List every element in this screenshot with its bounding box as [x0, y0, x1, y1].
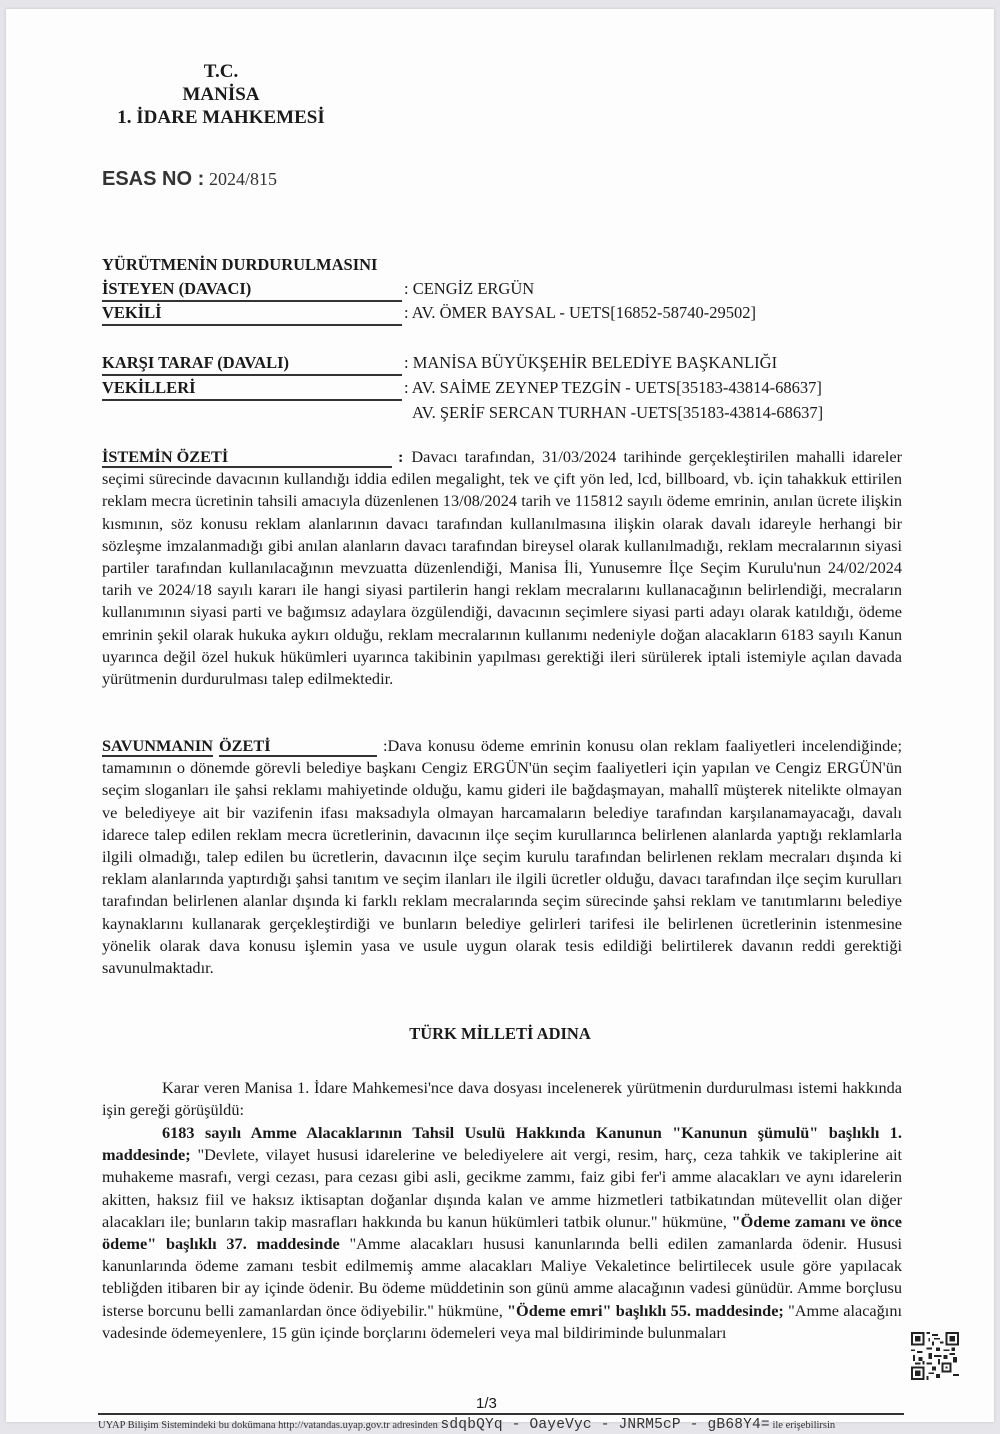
claim-summary: İSTEMİN ÖZETİ : Davacı tarafından, 31/03/2024 tarihinde gerçekleştirilen mahalli idareler seçimi sürecinde davacının kullandığı iddia edilen megalight, tek ve çift yön led, lcd, billboard, vb. için tahakkuk ettirilen reklam mecra ücretinin tahsili amacıyla düzenlenen 13/08/2024 tarih ve 115812 sayılı ödeme emrinin, anılan ücrete ilişkin kısmının, söz konusu reklam alanlarının davacı tarafından kullanılmasına ilişkin olarak davalı idareyle herhangi bir sözleşme imzalanmadığı gibi anılan alanların davacı tarafından bireysel olarak kullanılmadığı, reklam mecralarının siyasi partiler tarafından kullanılacağının mevzuatta düzenlendiği, Manisa İli, Yunusemre İlçe Seçim Kurulu'nun 24/02/2024 tarih ve 2024/18 sayılı kararı ile hangi siyasi partilerin hangi reklam mecralarını kullanacağının belirlendiği, mecraların kullanımının siyasi parti ve bağımsız adaylara özgülendiği, davacının seçimlere siyasi parti adayı olarak katıldığı, ödeme emrinin şekil olarak hukuka aykırı olduğu, reklam mecralarının kullanımı nedeniyle doğan alacakların 6183 sayılı Kanun uyarınca değil özel hukuk hükümleri uyarınca takibinin yapılması gerektiği ileri sürülerek iptali istemiyle açılan davada yürütmenin durdurulması talep edilmektedir.: [102, 447, 902, 689]
esas-label: ESAS NO :: [102, 168, 205, 190]
court-header: [6, 60, 436, 129]
law-reference: "Ödeme zamanı ve önce ödeme" başlıklı 37. maddesinde: [102, 1211, 902, 1254]
claim-summary-text: Davacı tarafından, 31/03/2024 tarihinde gerçekleştirilen mahalli idareler seçimi sürecinde davacının kullandığı iddia edilen megalight, tek ve çift yön led, lcd, billboard, vb. için tahakkuk ettirilen reklam mecra ücretinin tahsili amacıyla düzenlenen 13/08/2024 tarih ve 115812 sayılı ödeme emrinin, anılan ücrete ilişkin kısmının, söz konusu reklam alanlarının davacı tarafından kullanılmasına ilişkin olarak davalı idareyle herhangi bir sözleşme imzalanmadığı gibi anılan alanların davacı tarafından bireysel olarak kullanılmadığı, reklam mecralarının siyasi partiler tarafından kullanılacağının mevzuatta düzenlendiği, Manisa İli, Yunusemre İlçe Seçim Kurulu'nun 24/02/2024 tarih ve 2024/18 sayılı kararı ile hangi siyasi partilerin hangi reklam mecralarını kullanacağının belirlendiği, mecraların kullanımının siyasi parti ve bağımsız adaylara özgülendiği, davacının seçimlere siyasi parti adayı olarak katıldığı, ödeme emrinin şekil olarak hukuka aykırı olduğu, reklam mecralarının kullanımı nedeniyle doğan alacakların 6183 sayılı Kanun uyarınca değil özel hukuk hükümleri uyarınca takibinin yapılması gerektiği ileri sürülerek iptali istemiyle açılan davada yürütmenin durdurulması talep edilmektedir.: [102, 447, 902, 689]
court-line-name: 1. İDARE MAHKEMESİ: [117, 107, 325, 128]
esas-number: [102, 168, 277, 191]
party-label: İSTEYEN (DAVACI): [102, 279, 402, 302]
party-label: KARŞI TARAF (DAVALI): [102, 353, 402, 376]
law-reference: "Ödeme emri" başlıklı 55. maddesinde;: [507, 1300, 784, 1320]
party-value: : CENGİZ ERGÜN: [404, 279, 535, 298]
party-value: : AV. ÖMER BAYSAL - UETS[16852-58740-29502]: [404, 303, 757, 322]
footer-verification: [98, 1417, 908, 1433]
qr-code-icon: [911, 1332, 959, 1380]
court-line-tc: T.C.: [203, 61, 239, 82]
party-label: VEKİLİ: [102, 303, 402, 326]
party-row-defendant-attorneys: [102, 378, 822, 401]
decision-title: TÜRK MİLLETİ ADINA: [409, 1024, 591, 1043]
court-line-city: MANİSA: [182, 84, 260, 105]
party-row-plaintiff-attorney: [102, 303, 756, 326]
footer-divider: [98, 1413, 904, 1415]
party-value: AV. ŞERİF SERCAN TURHAN -UETS[35183-43814-68637]: [412, 403, 824, 422]
parties-title: YÜRÜTMENİN DURDURULMASINI: [102, 255, 378, 274]
party-row-plaintiff: [102, 279, 534, 302]
defense-summary-heading-a: SAVUNMANIN: [102, 736, 213, 755]
party-row-defendant: [102, 353, 777, 376]
esas-value: 2024/815: [209, 169, 278, 189]
party-label: VEKİLLERİ: [102, 378, 402, 401]
party-value: : MANİSA BÜYÜKŞEHİR BELEDİYE BAŞKANLIĞI: [404, 353, 778, 372]
party-value: : AV. SAİME ZEYNEP TEZGİN - UETS[35183-43814-68637]: [404, 378, 822, 397]
claim-summary-heading: İSTEMİN ÖZETİ: [102, 448, 392, 468]
footer-suffix: ile erişebilirsin: [769, 1420, 836, 1431]
footer-prefix: UYAP Bilişim Sistemindeki bu dokümana http://vatandas.uyap.gov.tr adresinden: [98, 1420, 441, 1431]
document-page: [6, 9, 994, 1433]
defense-summary-heading-b: ÖZETİ: [219, 737, 377, 757]
defense-summary-text: :Dava konusu ödeme emrinin konusu olan reklam faaliyetleri incelendiğinde; tamamının o dönemde görevli belediye başkanı Cengiz ERGÜN'ün seçim faaliyetleri için yapılan ve Cengiz ERGÜN'ün seçim sloganları ile şahsi reklamı mahiyetinde olduğu, kamu gideri ile bağdaşmayan, mahallî müşterek nitelikte olmayan ve belediyeye ait bir vazifenin ifası maksadıyla olmayan harcamaların belediye tarafından karşılanamayacağı, davalı idarece talep edilen reklam mecra ücretlerinin, davacının ilçe seçim kurullarınca belirlenen alanlarda yaptığı reklamlarla ilgili olmadığı, talep edilen bu ücretlerin, davacının ilçe seçim kurulu tarafından belirlenen reklam mecraları dışında ki reklam alanlarında yaptırdığı şahsi tanıtım ve seçim ilanları ile ilgili ücretler olduğu, davacı tarafından ilçe seçim kurulları tarafından belirlenen alanlar dışında ki farklı reklam mecralarında seçim sürecinde şahsi reklam ve tanıtımlarını belediye kaynaklarını kullanarak gerçekleştirdiği ve bunların belediye gelirleri tarifesi ile belirlenen ücretlerinin istenmesine yönelik olarak dava konusu işlemin yasa ve usule uygun olarak tesis edildiği belirtilerek davanın reddi gerektiği savunulmaktadır.: [102, 736, 902, 978]
decision-legal-text: 6183 sayılı Amme Alacaklarının Tahsil Usulü Hakkında Kanunun "Kanunun şümulü" başlıklı 1. maddesinde; "Devlete, vilayet hususi idarelerine ve belediyelere ait vergi, resim, harç, ceza tahkik ve takiplerine ait muhakeme masrafı, vergi cezası, para cezası gibi asli, gecikme zammı, faiz gibi fer'i amme alacakları ve aynı idarelerin akitten, haksız fiil ve haksız iktisaptan doğanlar dışında kalan ve amme hizmetleri tatbikatından mütevellit olan diğer alacakları ile; bunların takip masrafları hakkında bu kanun hükümleri tatbik olunur." hükmüne, "Ödeme zamanı ve önce ödeme" başlıklı 37. maddesinde "Amme alacakları hususi kanunlarında belli edilen zamanlarda ödenir. Hususi kanunlarında ödeme zamanı tesbit edilmemiş amme alacakları Maliye Vekaletince belirtilecek usule göre yapılacak tebliğden itibaren bir ay içinde ödenir. Bu ödeme müddetinin son günü amme alacağının vadesi günüdür. Amme borçlusu isterse borcunu belli zamanlardan önce ödiyebilir." hükmüne, "Ödeme emri" başlıklı 55. maddesinde; "Amme alacağını vadesinde ödemeyenlere, 15 gün içinde borçlarını ödemeleri veya mal bildiriminde bulunmaları: [102, 1123, 902, 1342]
decision-intro: Karar veren Manisa 1. İdare Mahkemesi'nce dava dosyası incelenerek yürütmenin durdurulması istemi hakkında işin gereği görüşüldü:: [102, 1078, 902, 1120]
party-label: [102, 417, 402, 418]
law-reference: 6183 sayılı Amme Alacaklarının Tahsil Usulü Hakkında Kanunun "Kanunun şümulü" başlıklı 1. maddesinde;: [102, 1123, 902, 1165]
page-number: 1/3: [476, 1395, 497, 1412]
defense-summary: [102, 735, 902, 979]
party-row-defendant-attorney-2: [102, 403, 823, 423]
verification-code: sdqbQYq - OayeVyc - JNRM5cP - gB68Y4=: [440, 1417, 770, 1433]
